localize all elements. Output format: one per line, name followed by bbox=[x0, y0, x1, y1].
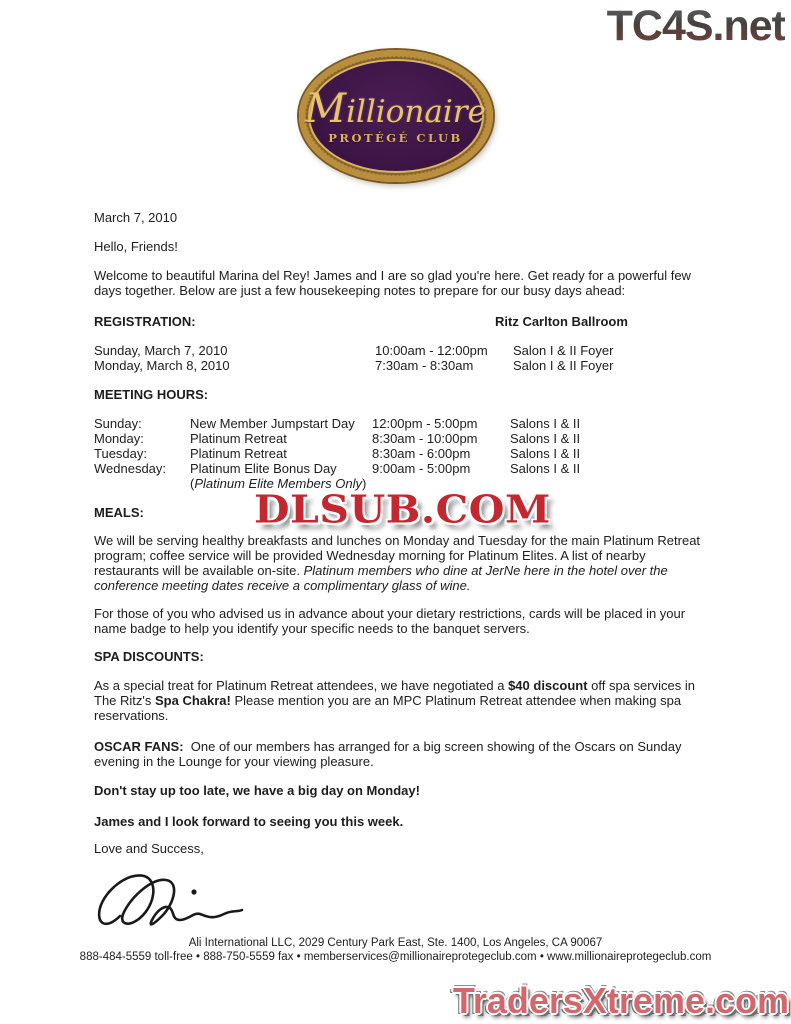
meals-paragraph bbox=[94, 533, 702, 593]
registration-heading-row bbox=[94, 314, 702, 329]
meeting-day: Sunday: bbox=[94, 416, 142, 431]
letter-footer bbox=[0, 936, 791, 964]
text-run: OSCAR FANS: bbox=[94, 739, 184, 754]
registration-time: 7:30am - 8:30am bbox=[375, 358, 474, 373]
registration-location-heading: Ritz Carlton Ballroom bbox=[495, 314, 628, 329]
text-run: ) bbox=[361, 476, 367, 491]
text-run: Platinum Elite Members Only bbox=[194, 476, 362, 491]
table-row bbox=[94, 343, 702, 358]
registration-location: Salon I & II Foyer bbox=[513, 358, 614, 373]
meeting-time: 8:30am - 10:00pm bbox=[372, 431, 478, 446]
oscar-fans-paragraph bbox=[94, 739, 702, 769]
greeting: Hello, Friends! bbox=[94, 239, 178, 254]
table-row bbox=[94, 446, 702, 461]
signature-ali bbox=[94, 866, 702, 932]
table-row bbox=[94, 358, 702, 373]
logo-subtitle: PROTÉGÉ CLUB bbox=[328, 130, 463, 145]
meeting-location: Salons I & II bbox=[510, 461, 581, 476]
letter-body bbox=[94, 184, 702, 932]
registration-heading: REGISTRATION: bbox=[94, 314, 196, 329]
closing-line-2: James and I look forward to seeing you this week. bbox=[94, 814, 404, 829]
letterhead bbox=[0, 50, 791, 182]
table-row bbox=[94, 416, 702, 431]
watermark-dlsub: DLSUB.COM bbox=[254, 487, 551, 533]
meeting-location: Salons I & II bbox=[510, 446, 581, 461]
meeting-location: Salons I & II bbox=[510, 431, 581, 446]
text-run: $40 discount bbox=[508, 678, 588, 693]
meeting-activity: Platinum Elite Bonus Day bbox=[190, 461, 337, 476]
letter-date: March 7, 2010 bbox=[94, 210, 178, 225]
table-row bbox=[94, 461, 702, 476]
text-run: off spa services in The Ritz's bbox=[94, 678, 699, 708]
meeting-time: 12:00pm - 5:00pm bbox=[372, 416, 478, 431]
meeting-day: Tuesday: bbox=[94, 446, 147, 461]
text-run: ( bbox=[190, 476, 195, 491]
text-run: Spa Chakra! bbox=[155, 693, 231, 708]
intro-paragraph: Welcome to beautiful Marina del Rey! James and I are so glad you're here. Get ready for a powerful few days together. Below are just a few housekeeping notes to prepare for our busy days ahead: bbox=[94, 268, 691, 298]
valediction: Love and Success, bbox=[94, 841, 204, 856]
meeting-time: 9:00am - 5:00pm bbox=[372, 461, 471, 476]
text-run: One of our members has arranged for a big screen showing of the Oscars on Sunday evening in the Lounge for your viewing pleasure. bbox=[94, 739, 686, 769]
text-run: Please mention you are an MPC Platinum Retreat attendee when making spa reservations. bbox=[94, 693, 685, 723]
mpc-logo bbox=[299, 50, 493, 182]
meeting-activity: Platinum Retreat bbox=[190, 431, 287, 446]
watermark-tc4s: TC4S.net bbox=[606, 2, 785, 50]
logo-script-text: Millionaire bbox=[305, 85, 486, 132]
meeting-hours-heading: MEETING HOURS: bbox=[94, 387, 209, 402]
registration-location: Salon I & II Foyer bbox=[513, 343, 614, 358]
meeting-activity: New Member Jumpstart Day bbox=[190, 416, 355, 431]
registration-table bbox=[94, 343, 702, 373]
registration-time: 10:00am - 12:00pm bbox=[375, 343, 488, 358]
meeting-day: Monday: bbox=[94, 431, 144, 446]
closing-line-1: Don't stay up too late, we have a big day on Monday! bbox=[94, 783, 420, 798]
footer-contacts: 888-484-5559 toll-free • 888-750-5559 fax • memberservices@millionaireprotegeclub.com • www.millionaireprotegeclub.com bbox=[79, 951, 712, 963]
signature-image bbox=[94, 866, 334, 932]
text-run: Platinum members who dine at JerNe here in the hotel over the conference meeting dates receive a complimentary glass of wine. bbox=[94, 563, 672, 593]
spa-discounts-heading: SPA DISCOUNTS: bbox=[94, 649, 204, 664]
text-run: We will be serving healthy breakfasts and lunches on Monday and Tuesday for the main Platinum Retreat program; coffee service will be provided Wednesday morning for Platinum Elites. A list of nearby restaurants will be available on-site. bbox=[94, 533, 704, 578]
meals-heading: MEALS: bbox=[94, 505, 144, 520]
meeting-activity: Platinum Retreat bbox=[190, 446, 287, 461]
footer-address: Ali International LLC, 2029 Century Park East, Ste. 1400, Los Angeles, CA 90067 bbox=[188, 937, 603, 949]
dietary-paragraph: For those of you who advised us in advance about your dietary restrictions, cards will be placed in your name badge to help you identify your specific needs to the banquet servers. bbox=[94, 606, 686, 636]
meeting-time: 8:30am - 6:00pm bbox=[372, 446, 471, 461]
watermark-tradersxtreme: TradersXtreme.com bbox=[452, 980, 789, 1021]
text-run: As a special treat for Platinum Retreat attendees, we have negotiated a bbox=[94, 678, 509, 693]
meeting-location: Salons I & II bbox=[510, 416, 581, 431]
registration-date: Sunday, March 7, 2010 bbox=[94, 343, 228, 358]
meeting-hours-table bbox=[94, 416, 702, 491]
table-row bbox=[94, 431, 702, 446]
meeting-day: Wednesday: bbox=[94, 461, 167, 476]
registration-date: Monday, March 8, 2010 bbox=[94, 358, 230, 373]
spa-paragraph bbox=[94, 678, 702, 723]
